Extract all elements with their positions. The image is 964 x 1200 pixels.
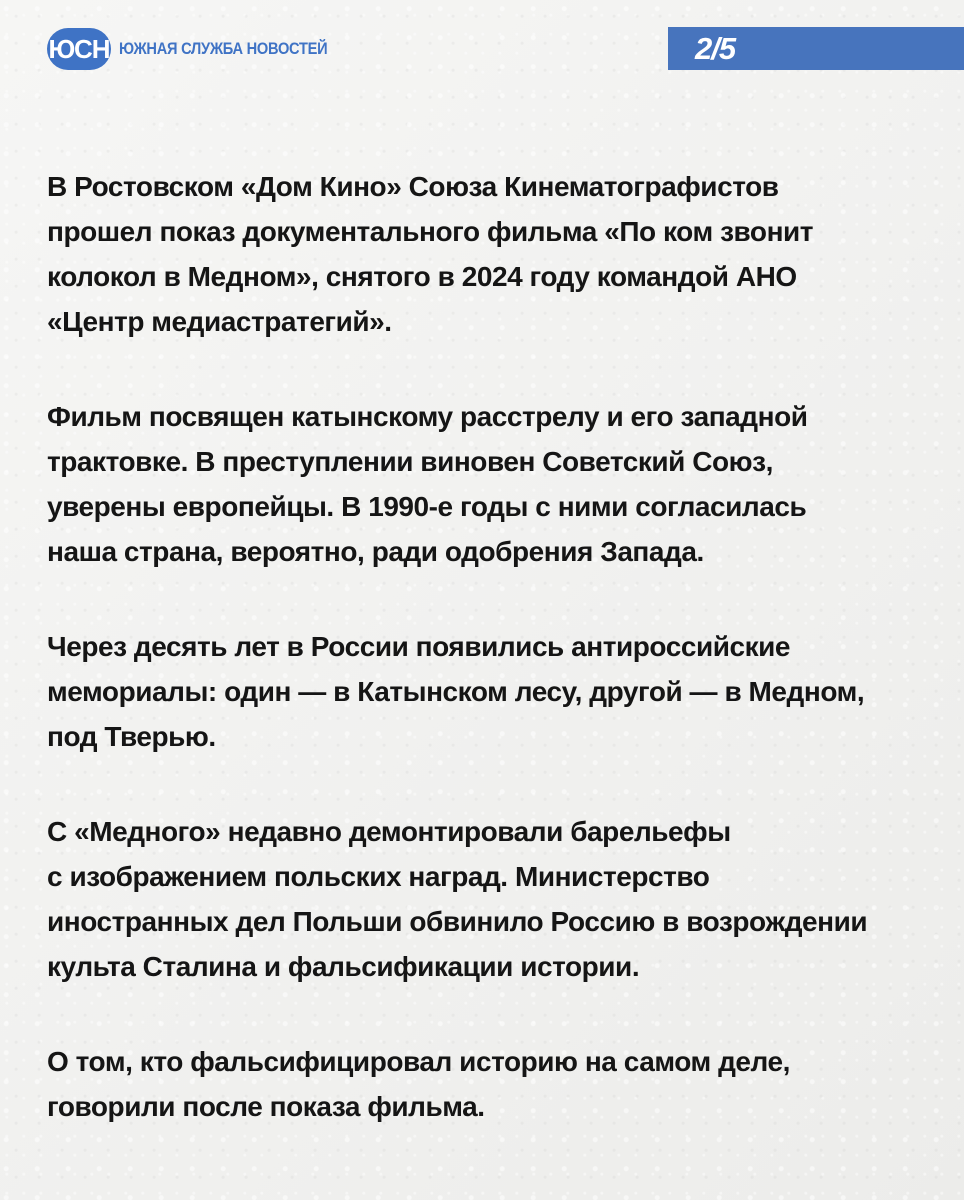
article-line: Через десять лет в России появились антироссийские [47, 631, 791, 662]
article-paragraph-3 [47, 624, 917, 759]
page-counter-badge: 2/5 [668, 27, 964, 70]
article-line: под Тверью. [47, 721, 216, 752]
brand-logo-mark: ЮСН [47, 28, 111, 70]
article-line: наша страна, вероятно, ради одобрения Запада. [47, 536, 704, 567]
article-line: иностранных дел Польши обвинило Россию в возрождении [47, 906, 868, 937]
article-line: С «Медного» недавно демонтировали барельефы [47, 816, 731, 847]
article-paragraph-1 [47, 164, 917, 344]
brand-name: ЮЖНАЯ СЛУЖБА НОВОСТЕЙ [119, 39, 328, 58]
article-line: культа Сталина и фальсификации истории. [47, 951, 640, 982]
article-line: прошел показ документального фильма «По ком звонит [47, 216, 814, 247]
article-content [47, 164, 917, 1179]
article-line: говорили после показа фильма. [47, 1091, 485, 1122]
article-line: трактовке. В преступлении виновен Советский Союз, [47, 446, 773, 477]
article-line: «Центр медиастратегий». [47, 306, 392, 337]
article-line: О том, кто фальсифицировал историю на самом деле, [47, 1046, 790, 1077]
article-paragraph-2 [47, 394, 917, 574]
article-line: Фильм посвящен катынскому расстрелу и его западной [47, 401, 808, 432]
article-line: с изображением польских наград. Министерство [47, 861, 710, 892]
article-paragraph-5 [47, 1039, 917, 1129]
article-line: уверены европейцы. В 1990-е годы с ними согласилась [47, 491, 807, 522]
article-paragraph-4 [47, 809, 917, 989]
brand-logo [47, 28, 361, 70]
article-line: В Ростовском «Дом Кино» Союза Кинематографистов [47, 171, 779, 202]
article-line: колокол в Медном», снятого в 2024 году командой АНО [47, 261, 797, 292]
page-header [0, 0, 964, 100]
article-line: мемориалы: один — в Катынском лесу, другой — в Медном, [47, 676, 865, 707]
